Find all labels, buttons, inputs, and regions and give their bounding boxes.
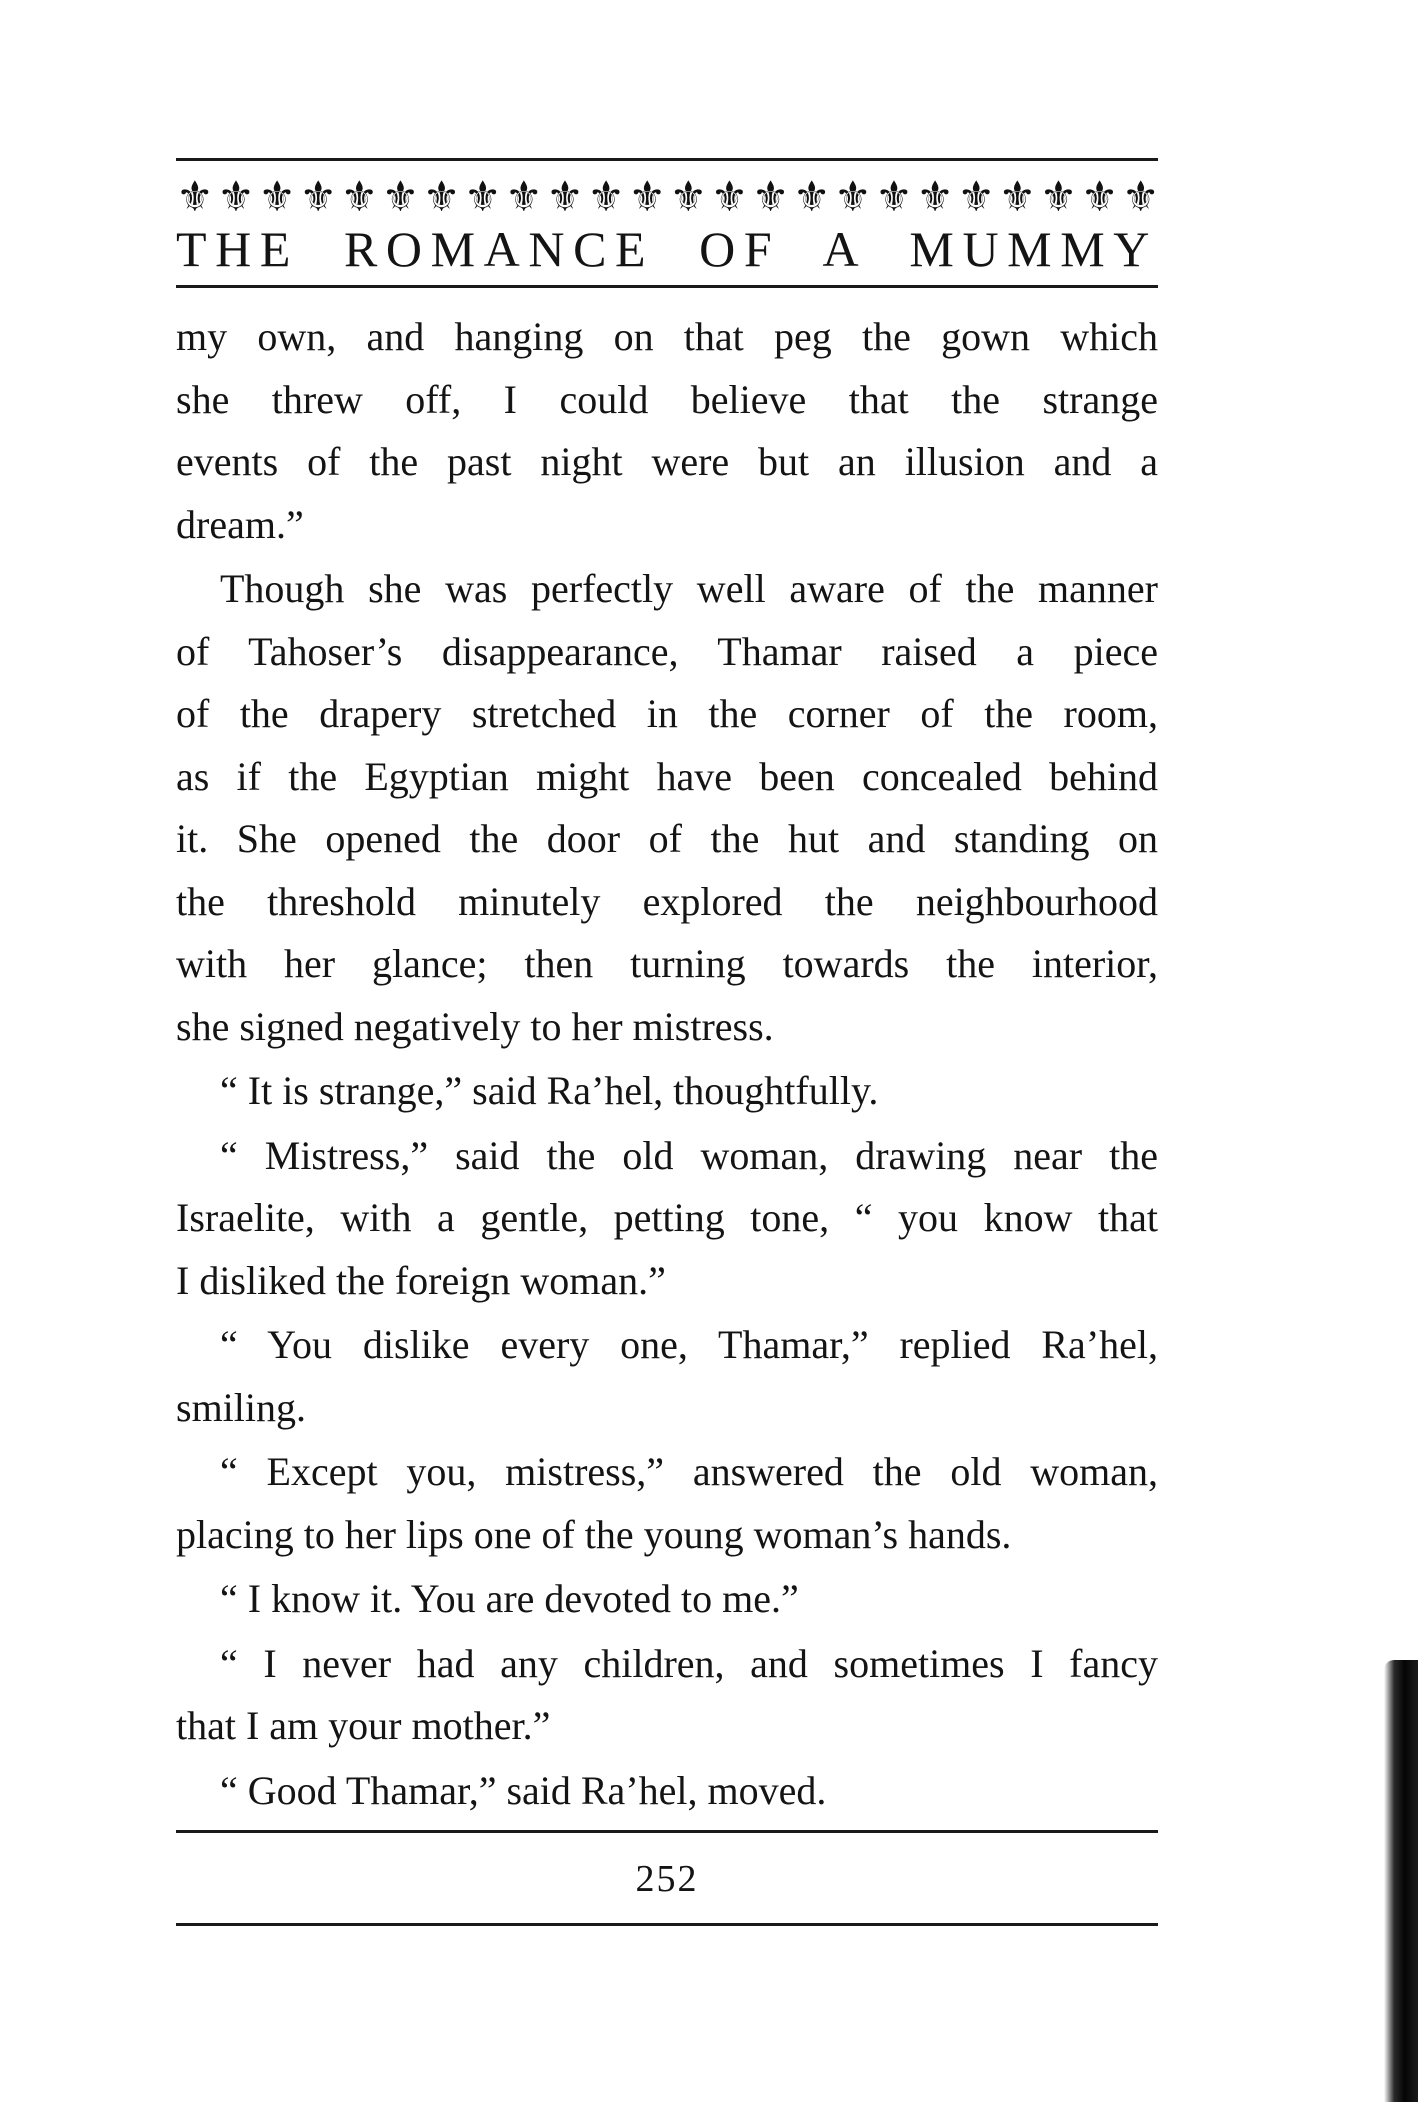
- fleur-de-lis-icon: ⚜: [299, 172, 338, 221]
- text-line: she threw off, I could believe that the strange: [176, 376, 1158, 422]
- fleur-de-lis-icon: ⚜: [217, 172, 255, 221]
- paragraph: [176, 1760, 1158, 1823]
- text-line: “ I never had any children, and sometimes I fancy: [220, 1640, 1158, 1686]
- page-header-block: [176, 158, 1158, 1822]
- body-text: [176, 306, 1158, 1822]
- fleur-de-lis-icon: ⚜: [587, 172, 625, 221]
- paragraph: [176, 558, 1158, 1058]
- top-rule: [176, 158, 1158, 161]
- text-line: “ Mistress,” said the old woman, drawing near the: [220, 1132, 1158, 1178]
- text-line: “ Except you, mistress,” answered the old woman,: [220, 1449, 1158, 1494]
- text-line: I disliked the foreign woman.”: [176, 1257, 666, 1303]
- fleur-de-lis-icon: ⚜: [751, 172, 790, 221]
- fleur-de-lis-icon: ⚜: [546, 172, 584, 221]
- paragraph: [176, 306, 1158, 556]
- scan-edge-shadow: [1384, 1660, 1418, 2102]
- paragraph: [176, 1568, 1158, 1631]
- fleur-de-lis-icon: ⚜: [628, 172, 667, 221]
- footer-rule-bottom: [176, 1923, 1158, 1926]
- text-line: of the drapery stretched in the corner of the room,: [176, 691, 1158, 736]
- paragraph: [176, 1441, 1158, 1566]
- fleur-de-lis-icon: ⚜: [505, 172, 543, 221]
- fleur-de-lis-icon: ⚜: [422, 172, 461, 221]
- fleur-de-lis-icon: ⚜: [875, 172, 913, 221]
- text-line: events of the past night were but an illusion and a: [176, 439, 1158, 484]
- text-line: the threshold minutely explored the neighbourhood: [176, 878, 1158, 924]
- fleur-de-lis-icon: ⚜: [957, 172, 996, 221]
- text-line: it. She opened the door of the hut and standing on: [176, 816, 1158, 861]
- text-line: “ Good Thamar,” said Ra’hel, moved.: [220, 1767, 827, 1813]
- fleur-de-lis-icon: ⚜: [792, 172, 831, 221]
- paragraph: [176, 1060, 1158, 1123]
- text-line: “ I know it. You are devoted to me.”: [220, 1576, 799, 1621]
- fleur-de-lis-icon: ⚜: [463, 172, 502, 221]
- text-line: placing to her lips one of the young woman’s hands.: [176, 1511, 1012, 1557]
- text-line: “ It is strange,” said Ra’hel, thoughtfully.: [220, 1068, 879, 1113]
- fleur-de-lis-icon: ⚜: [1080, 172, 1119, 221]
- page-number: 252: [635, 1858, 699, 1900]
- fleur-de-lis-icon: ⚜: [1039, 172, 1078, 221]
- text-line: as if the Egyptian might have been concealed behind: [176, 753, 1158, 799]
- fleur-de-lis-icon: ⚜: [669, 172, 708, 221]
- fleur-de-lis-icon: ⚜: [176, 172, 214, 221]
- head-rule: [176, 285, 1158, 288]
- running-head: THE ROMANCE OF A MUMMY: [176, 221, 1158, 277]
- fleur-de-lis-icon: ⚜: [916, 172, 954, 221]
- text-line: she signed negatively to her mistress.: [176, 1003, 774, 1049]
- text-line: of Tahoser’s disappearance, Thamar raised a piece: [176, 628, 1158, 674]
- page-footer: [176, 1830, 1158, 1926]
- text-line: my own, and hanging on that peg the gown which: [176, 314, 1158, 359]
- text-line: Though she was perfectly well aware of the manner: [220, 566, 1158, 611]
- paragraph: [176, 1633, 1158, 1758]
- paragraph: [176, 1125, 1158, 1313]
- paragraph: [176, 1314, 1158, 1439]
- text-line: that I am your mother.”: [176, 1703, 551, 1748]
- text-line: dream.”: [176, 501, 304, 547]
- fleur-de-lis-icon: ⚜: [834, 172, 872, 221]
- ornament-band: [176, 173, 1158, 221]
- text-line: smiling.: [176, 1384, 307, 1430]
- footer-rule-top: [176, 1830, 1158, 1833]
- fleur-de-lis-icon: ⚜: [710, 172, 749, 221]
- fleur-de-lis-icon: ⚜: [258, 172, 296, 221]
- fleur-de-lis-icon: ⚜: [1121, 172, 1160, 221]
- fleur-de-lis-icon: ⚜: [381, 172, 420, 221]
- fleur-de-lis-icon: ⚜: [998, 172, 1037, 221]
- fleur-de-lis-icon: ⚜: [340, 172, 379, 221]
- text-line: with her glance; then turning towards the interior,: [176, 941, 1158, 986]
- text-line: Israelite, with a gentle, petting tone, “ you know that: [176, 1195, 1158, 1240]
- text-line: “ You dislike every one, Thamar,” replied Ra’hel,: [220, 1322, 1158, 1367]
